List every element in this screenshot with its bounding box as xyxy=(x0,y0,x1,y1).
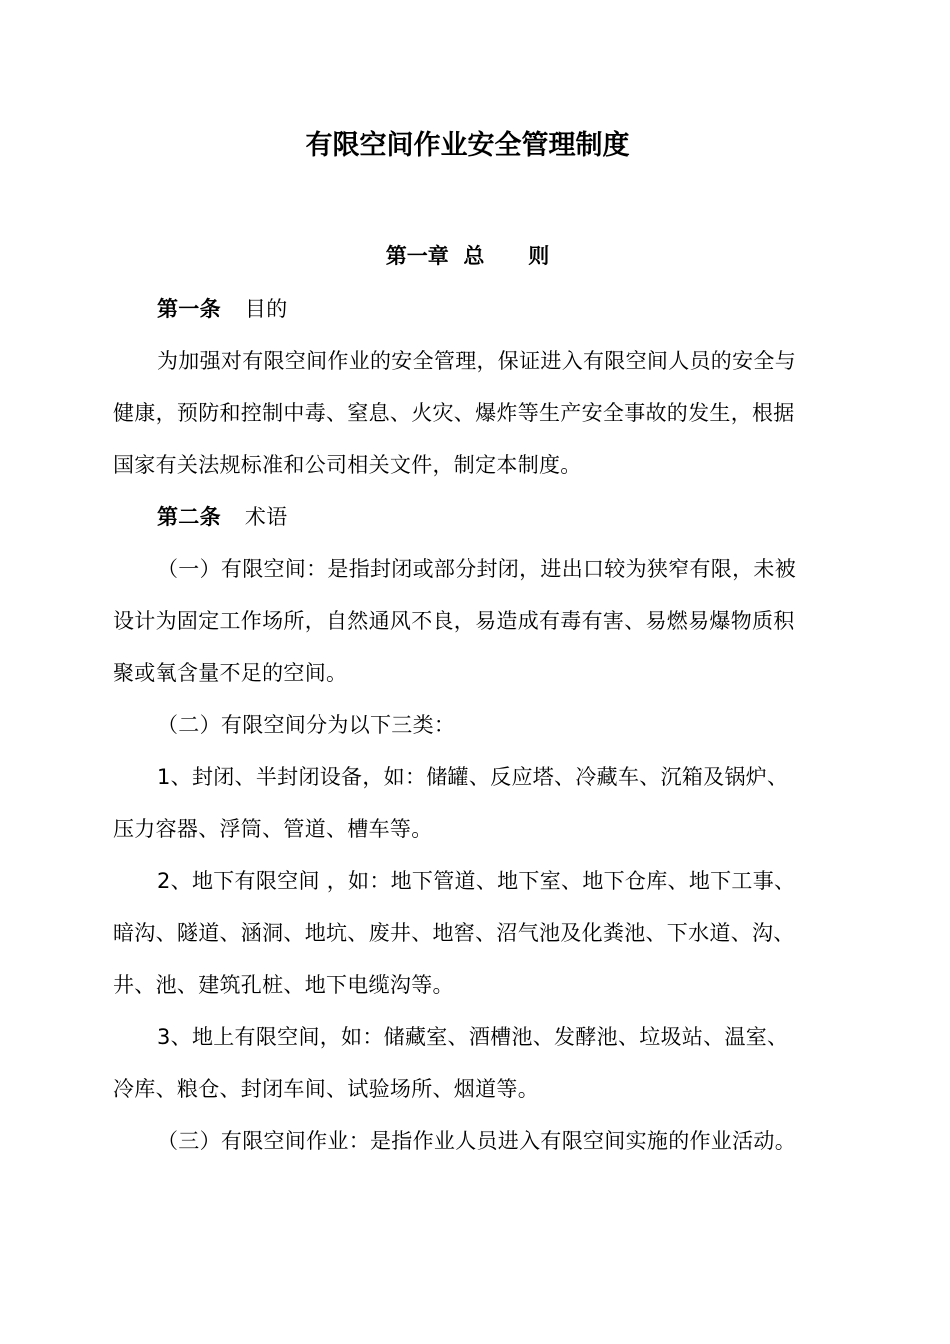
paragraph-line: 冷库、粮仓、封闭车间、试验场所、烟道等。 xyxy=(113,1077,539,1101)
paragraph-line: 为加强对有限空间作业的安全管理，保证进入有限空间人员的安全与 xyxy=(157,349,796,373)
paragraph-line: 国家有关法规标准和公司相关文件，制定本制度。 xyxy=(113,453,582,477)
article-title: 目的 xyxy=(244,297,288,321)
article-heading xyxy=(113,283,827,335)
paragraph-line: 健康，预防和控制中毒、窒息、火灾、爆炸等生产安全事故的发生，根据 xyxy=(113,401,795,425)
paragraph-line: 3、地上有限空间，如：储藏室、酒槽池、发酵池、垃圾站、温室、 xyxy=(157,1025,789,1049)
paragraph-line: 设计为固定工作场所，自然通风不良，易造成有毒有害、易燃易爆物质积 xyxy=(113,609,795,633)
paragraph-line: 2、地下有限空间 ，如：地下管道、地下室、地下仓库、地下工事、 xyxy=(157,869,796,893)
article-heading xyxy=(113,491,827,543)
article-label: 第一条 xyxy=(157,297,221,321)
document-body xyxy=(113,283,827,1167)
paragraph-line: （一）有限空间：是指封闭或部分封闭，进出口较为狭窄有限，未被 xyxy=(157,557,796,581)
paragraph-line: 暗沟、隧道、涵洞、地坑、废井、地窖、沼气池及化粪池、下水道、沟、 xyxy=(113,921,795,945)
paragraph-line: 压力容器、浮筒、管道、槽车等。 xyxy=(113,817,433,841)
chapter-heading: 第一章 总 则 xyxy=(385,244,550,268)
paragraph-line: 1、封闭、半封闭设备，如：储罐、反应塔、冷藏车、沉箱及锅炉、 xyxy=(157,765,789,789)
document-title: 有限空间作业安全管理制度 xyxy=(305,130,630,161)
article-title: 术语 xyxy=(244,505,288,529)
paragraph-line: （三）有限空间作业：是指作业人员进入有限空间实施的作业活动。 xyxy=(157,1129,796,1153)
paragraph-line: 井、池、建筑孔桩、地下电缆沟等。 xyxy=(113,973,454,997)
paragraph-line: （二）有限空间分为以下三类： xyxy=(157,713,456,737)
article-label: 第二条 xyxy=(157,505,221,529)
paragraph-line: 聚或氧含量不足的空间。 xyxy=(113,661,348,685)
